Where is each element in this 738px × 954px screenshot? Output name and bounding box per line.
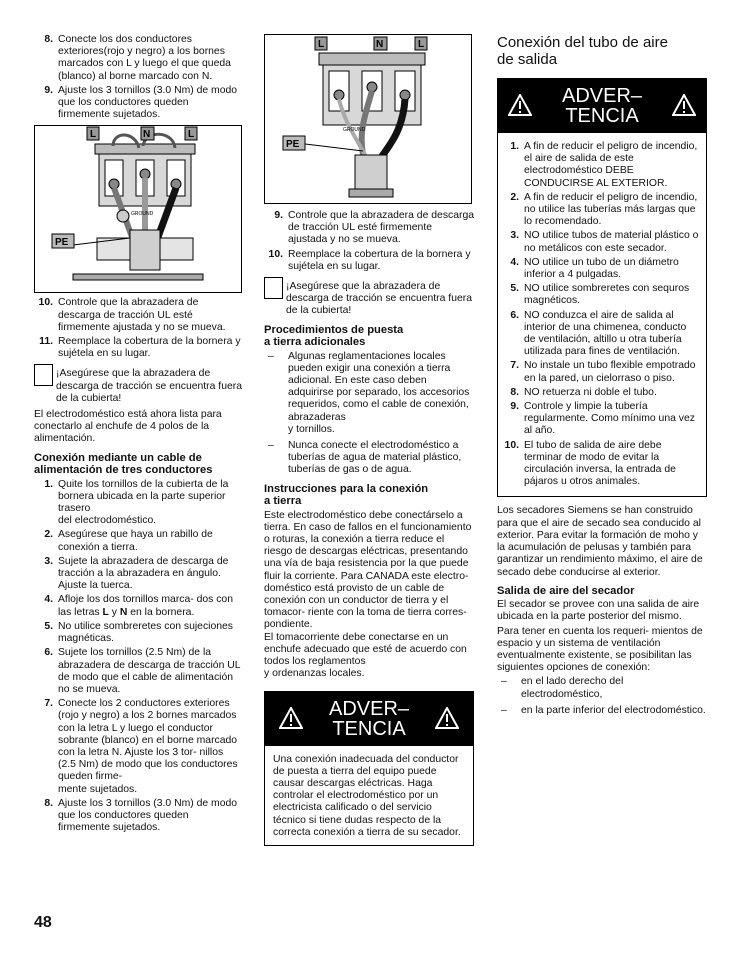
list-item: 4. NO utilice un tubo de un diámetro inferior a 4 pulgadas. xyxy=(510,256,679,281)
warning-text: Una conexión inadecuada del conductor de puesta a tierra del equipo puede causar descargas eléctricas. Haga controlar el electrodoméstico por un electricista calificado o del servicio técnico si tiene dudas respecto de la correcta conexión a tierra de su secador. xyxy=(273,753,461,838)
warning-steps-list xyxy=(500,141,700,488)
list-item: 2. A fin de reducir el peligro de incendio, no utilice las tuberías más largas que lo recomendado. xyxy=(510,191,698,228)
warning-title: ADVER– TENCIA xyxy=(561,85,643,127)
list-item: 2. Asegúrese que haya un rabillo de conexión a tierra. xyxy=(44,529,213,553)
terminal-block-drawing xyxy=(265,35,471,203)
steps-list xyxy=(34,479,242,835)
paragraph: El electrodoméstico está ahora lista para conectarlo al enchufe de 4 polos de la alimentación. xyxy=(34,409,222,445)
warning-title: ADVER– TENCIA xyxy=(328,697,410,740)
paragraph: El secador se provee con una salida de aire ubicada en la parte posterior del mismo. xyxy=(497,599,700,623)
paragraph: Los secadores Siemens se han construido para que el aire de secado sea conducido al exterior. Para evitar la formación de moho y la acumulación de pelusas y también para garantizar un rendimiento máximo, el aire de secado debe conducirse al exterior. xyxy=(497,505,703,578)
list-item: – Nunca conecte el electrodoméstico a tuberías de agua de material plástico, tuberías de gas o de agua. xyxy=(264,440,474,477)
list-item: 6. Sujete los tornillos (2.5 Nm) de la abrazadera de descarga de tracción UL de modo que el cable de alimentación no se mueva. xyxy=(44,647,241,695)
page-number: 48 xyxy=(34,914,52,931)
note-text: ¡Asegúrese que la abrazadera de descarga de tracción se encuentra fuera de la cubierta! xyxy=(286,281,472,317)
list-item: 1. A fin de reducir el peligro de incendio, el aire de salida de este electrodoméstico DEBE CONDUCIRSE AL EXTERIOR. xyxy=(510,141,698,189)
warning-box xyxy=(264,691,474,846)
warning-triangle-icon xyxy=(435,707,459,729)
label-ground: GROUND xyxy=(343,127,366,133)
label-l2: L xyxy=(188,129,195,141)
note-box xyxy=(34,364,242,405)
label-l1: L xyxy=(318,39,325,50)
note-text: ¡Asegúrese que la abrazadera de descarga de tracción se encuentra fuera de la cubierta! xyxy=(56,368,242,404)
steps-list xyxy=(34,34,242,121)
label-pe: PE xyxy=(286,139,300,150)
list-item: 3. Sujete la abrazadera de descarga de tracción a la abrazadera en ángulo. Ajuste la tuerca. xyxy=(44,555,229,592)
warning-triangle-icon xyxy=(672,94,696,116)
page-section-title: Conexión del tubo de aire de salida xyxy=(497,34,668,68)
terminal-block-figure xyxy=(264,34,472,204)
label-n: N xyxy=(143,129,151,141)
warning-triangle-icon xyxy=(279,707,303,729)
terminal-block-figure xyxy=(34,125,242,293)
list-item: 3. NO utilice tubos de material plástico o no metálicos con este secador. xyxy=(510,230,699,254)
terminal-block-drawing xyxy=(35,126,241,292)
warning-box xyxy=(497,78,707,497)
column-right xyxy=(497,34,707,721)
section-heading: Conexión mediante un cable de alimentación de tres conductores xyxy=(34,451,213,477)
label-n: N xyxy=(376,39,384,50)
warning-header xyxy=(498,79,706,133)
label-l2: L xyxy=(418,39,425,50)
list-item: 8. Ajuste los 3 tornillos (3.0 Nm) de modo que los conductores queden firmemente sujetados. xyxy=(44,797,238,834)
section-heading: Instrucciones para la conexión a tierra xyxy=(264,482,429,508)
dash-list xyxy=(497,676,707,717)
list-item: 8. Conecte los dos conductores exteriores(rojo y negro) a los bornes marcados con L y luego el que queda (blanco) al borne marcado con N. xyxy=(44,34,231,82)
list-item: 9. Ajuste los 3 tornillos (3.0 Nm) de modo que los conductores queden firmemente sujetados. xyxy=(44,84,238,121)
list-item: 9. Controle y limpie la tubería regularmente. Como mínimo una vez al año. xyxy=(510,401,695,437)
warning-header xyxy=(265,692,473,746)
list-item: 10. El tubo de salida de aire debe terminar de modo de evitar la circulación inversa, la entrada de pájaros u otros animales. xyxy=(504,439,676,488)
note-box xyxy=(264,277,474,318)
list-item: 6. NO conduzca el aire de salida al interior de una chimenea, conducto de ventilación, altillo u otra tubería utilizada para fines de ventilación. xyxy=(510,309,687,358)
list-item: 10. Reemplace la cobertura de la bornera y sujétela en su lugar. xyxy=(268,248,471,272)
list-item: 1. Quite los tornillos de la cubierta de la bornera ubicada en la parte superior trasero del electrodoméstico. xyxy=(44,478,229,527)
paragraph: Para tener en cuenta los requeri- mientos de espacio y un sistema de ventilación eventualmente existente, se posibilitan las siguientes opciones de conexión: xyxy=(497,625,703,674)
list-item: 10. Controle que la abrazadera de descarga de tracción UL esté firmemente ajustada y no se mueva. xyxy=(38,297,226,333)
list-item: 11. Reemplace la cobertura de la bornera y sujétela en su lugar. xyxy=(39,336,241,360)
steps-list xyxy=(34,297,242,360)
label-ground: GROUND xyxy=(131,211,154,218)
list-item: 7. Conecte los 2 conductores exteriores (rojo y negro) a los 2 bornes marcados con la letra L y luego el conductor sobrante (blanco) en el borne marcado con la letra N. Ajuste los 3 tor- nillos (2.5 Nm) de modo que los conductores queden firme- mente sujetados. xyxy=(44,698,238,795)
list-item: 5. No utilice sombreretes con sujeciones magnéticas. xyxy=(44,620,233,645)
column-middle xyxy=(264,34,474,846)
note-checkbox-icon xyxy=(34,364,53,386)
warning-triangle-icon xyxy=(508,94,532,116)
paragraph: Este electrodoméstico debe conectárselo a tierra. En caso de fallos en el funcionamiento o roturas, la conexión a tierra reduce el riesgo de descargas eléctricas, presentando una vía de baja resistencia por la que puede fluir la corriente. Para CANADA este electro- doméstico está provisto de un cable de conexión con un conductor de tierra y el tomacor- riente con la toma de tierra corres- pondiente. El tomacorriente debe conectarse en un enchufe adecuado que esté de acuerdo con todos los reglamentos y ordenanzas locales. xyxy=(264,509,472,680)
steps-list xyxy=(264,210,474,273)
list-item: – en la parte inferior del electrodoméstico. xyxy=(497,705,707,717)
column-left xyxy=(34,34,242,836)
list-item: 5. NO utilice sombreretes con sequros magnéticos. xyxy=(510,283,690,307)
list-item: 4. Afloje los dos tornillos marca- dos con las letras L y N en la bornera. xyxy=(44,594,233,618)
list-item: 7. No instale un tubo flexible empotrado en la pared, un cielorraso o piso. xyxy=(510,360,696,384)
list-item: 8. NO retuerza ni doble el tubo. xyxy=(510,386,657,398)
dash-list xyxy=(264,351,474,477)
list-item: – Algunas reglamentaciones locales pueden exigir una conexión a tierra adicional. En este caso deben adquirirse por separado, los accesorios requeridos, como el cable de conexión, abrazaderas y tornillos. xyxy=(264,351,474,436)
label-pe: PE xyxy=(55,237,69,249)
section-heading: Salida de aire del secador xyxy=(497,584,635,597)
list-item: – en el lado derecho del electrodoméstico, xyxy=(497,676,707,700)
list-item: 9. Controle que la abrazadera de descarga de tracción UL esté firmemente ajustada y no se mueva. xyxy=(274,210,475,246)
label-l1: L xyxy=(90,129,97,141)
note-checkbox-icon xyxy=(264,277,283,299)
section-heading: Procedimientos de puesta a tierra adicionales xyxy=(264,323,404,349)
